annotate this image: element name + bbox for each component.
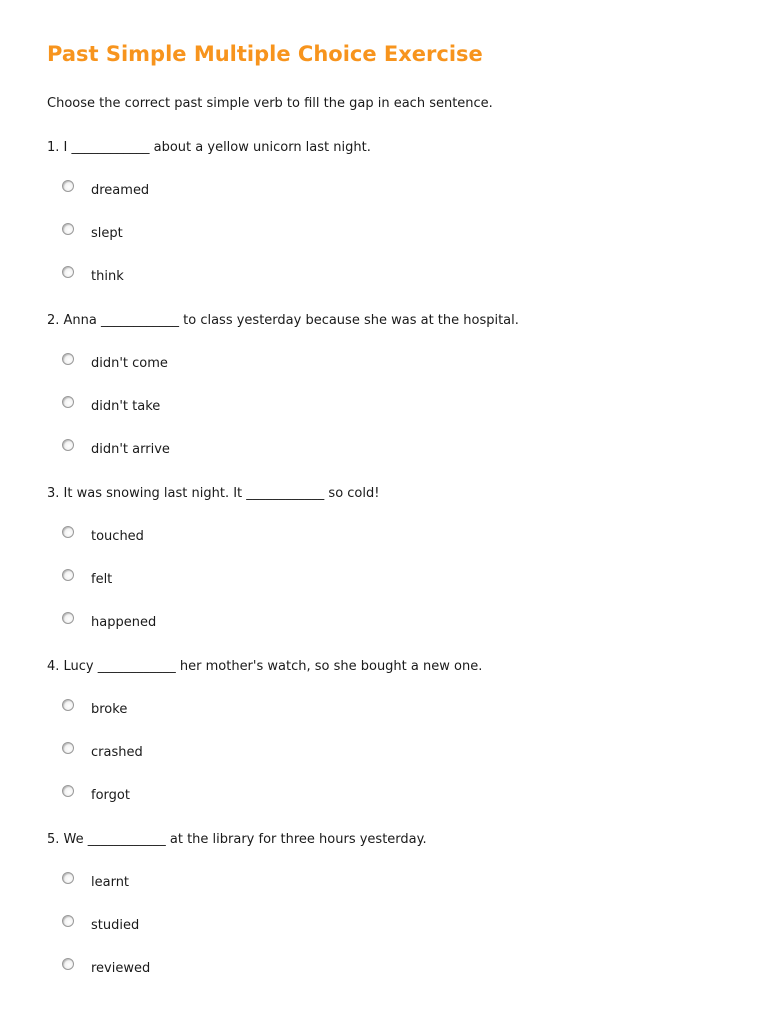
- question-text: 2. Anna ____________ to class yesterday because she was at the hospital.: [47, 313, 519, 328]
- option-touched[interactable]: [62, 526, 362, 548]
- option-dreamed[interactable]: [62, 180, 362, 202]
- option-label: felt: [91, 572, 113, 587]
- question-text: 5. We ____________ at the library for three hours yesterday.: [47, 832, 427, 847]
- option-label: learnt: [91, 875, 130, 890]
- radio-button[interactable]: [62, 915, 74, 927]
- option-didnt-come[interactable]: [62, 353, 362, 375]
- option-label: didn't arrive: [91, 442, 170, 457]
- option-forgot[interactable]: [62, 785, 362, 807]
- option-crashed[interactable]: [62, 742, 362, 764]
- radio-button[interactable]: [62, 785, 74, 797]
- option-label: dreamed: [91, 183, 150, 198]
- radio-button[interactable]: [62, 569, 74, 581]
- question-text: 1. I ____________ about a yellow unicorn last night.: [47, 140, 371, 155]
- radio-button[interactable]: [62, 742, 74, 754]
- radio-button[interactable]: [62, 612, 74, 624]
- radio-button[interactable]: [62, 526, 74, 538]
- radio-button[interactable]: [62, 266, 74, 278]
- radio-button[interactable]: [62, 699, 74, 711]
- radio-button[interactable]: [62, 180, 74, 192]
- option-think[interactable]: [62, 266, 362, 288]
- option-didnt-take[interactable]: [62, 396, 362, 418]
- option-label: touched: [91, 529, 144, 544]
- option-reviewed[interactable]: [62, 958, 362, 980]
- option-label: forgot: [91, 788, 130, 803]
- radio-button[interactable]: [62, 353, 74, 365]
- option-studied[interactable]: [62, 915, 362, 937]
- option-label: didn't take: [91, 399, 161, 414]
- option-label: slept: [91, 226, 123, 241]
- radio-button[interactable]: [62, 439, 74, 451]
- page-title: Past Simple Multiple Choice Exercise: [47, 42, 483, 66]
- option-label: studied: [91, 918, 140, 933]
- option-learnt[interactable]: [62, 872, 362, 894]
- option-label: reviewed: [91, 961, 151, 976]
- option-label: didn't come: [91, 356, 168, 371]
- option-slept[interactable]: [62, 223, 362, 245]
- option-label: crashed: [91, 745, 143, 760]
- radio-button[interactable]: [62, 958, 74, 970]
- option-label: happened: [91, 615, 157, 630]
- option-happened[interactable]: [62, 612, 362, 634]
- option-didnt-arrive[interactable]: [62, 439, 362, 461]
- radio-button[interactable]: [62, 396, 74, 408]
- option-broke[interactable]: [62, 699, 362, 721]
- radio-button[interactable]: [62, 223, 74, 235]
- option-felt[interactable]: [62, 569, 362, 591]
- option-label: broke: [91, 702, 128, 717]
- question-text: 4. Lucy ____________ her mother's watch, so she bought a new one.: [47, 659, 483, 674]
- question-text: 3. It was snowing last night. It ____________ so cold!: [47, 486, 380, 501]
- instructions-text: Choose the correct past simple verb to fill the gap in each sentence.: [47, 96, 493, 111]
- option-label: think: [91, 269, 124, 284]
- radio-button[interactable]: [62, 872, 74, 884]
